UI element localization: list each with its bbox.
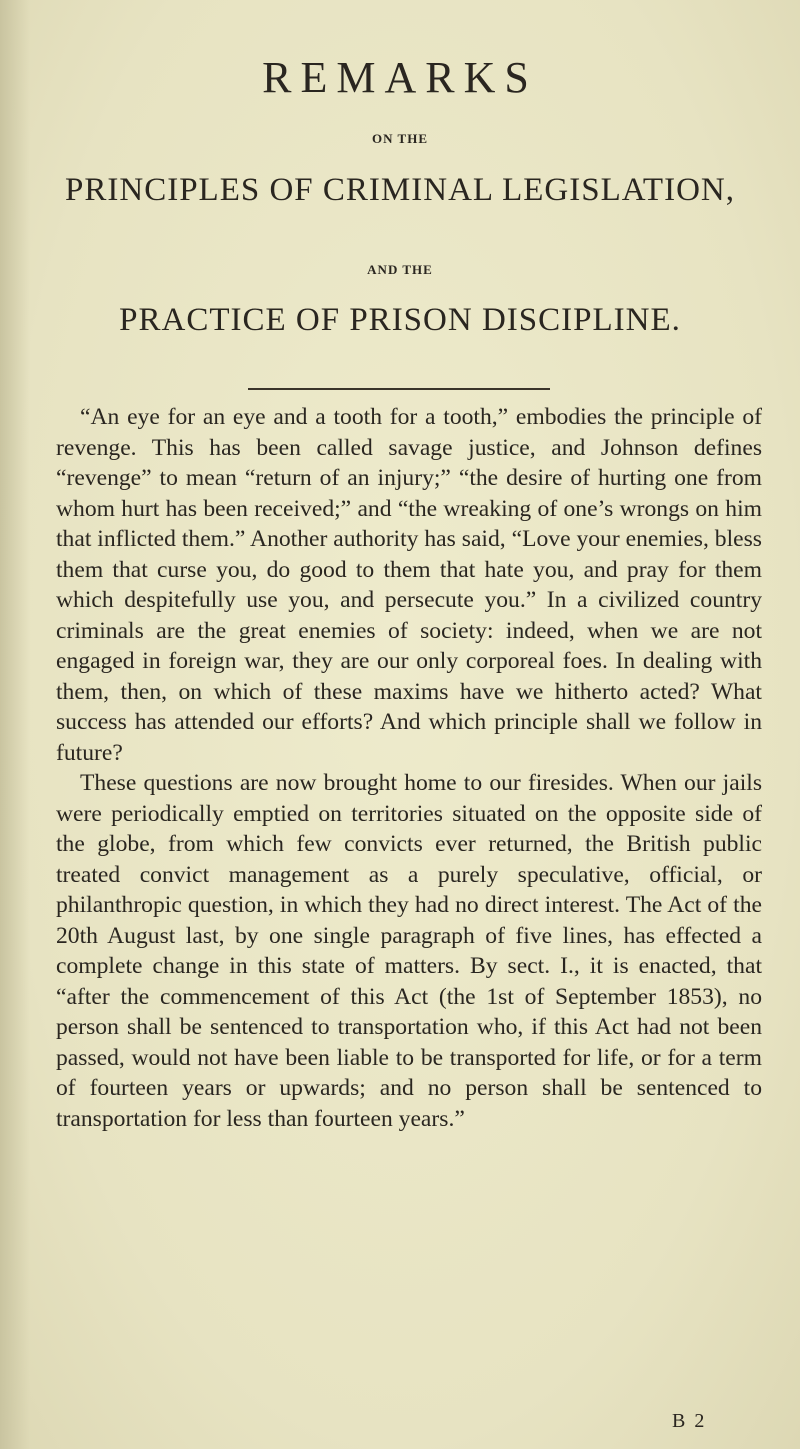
paragraph-1: “An eye for an eye and a tooth for a tooth,” embodies the principle of revenge. This has been called savage justice, and Johnson defines “revenge” to mean “return of an injury;” “the desire of hurting one from whom hurt has been received;” and “the wreaking of one’s wrongs on him that inflicted them.” Another authority has said, “Love your enemies, bless them that curse you, do good to them that hate you, and pray for them which despitefully use you, and persecute you.” In a civilized country criminals are the great enemies of society: indeed, when we are not engaged in foreign war, they are our only corporeal foes. In dealing with them, then, on which of these maxims have we hitherto acted? What success has attended our efforts? And which principle shall we follow in future?: [56, 404, 762, 766]
body-text: [56, 402, 762, 1134]
title-remarks: REMARKS: [262, 53, 538, 102]
subtitle-and-the: AND THE: [367, 262, 433, 277]
title-practice: PRACTICE OF PRISON DISCIPLINE.: [119, 302, 681, 338]
title-principles: PRINCIPLES OF CRIMINAL LEGISLATION,: [65, 172, 735, 208]
subtitle-on-the: ON THE: [372, 131, 428, 146]
paragraph-2: These questions are now brought home to our firesides. When our jails were periodically emptied on territories situated on the opposite side of the globe, from which few convicts ever returned, the British public treated convict management as a purely speculative, official, or philanthropic question, in which they had no direct interest. The Act of the 20th August last, by one single paragraph of five lines, has effected a complete change in this state of matters. By sect. I., it is enacted, that “after the commencement of this Act (the 1st of September 1853), no person shall be sentenced to transportation who, if this Act had not been passed, would not have been liable to be transported for life, or for a term of fourteen years or upwards; and no person shall be sentenced to transportation for less than fourteen years.”: [56, 770, 762, 1132]
signature-mark: B 2: [672, 1410, 707, 1432]
divider-rule: [248, 388, 550, 390]
page-edge-shadow: [0, 0, 30, 1449]
